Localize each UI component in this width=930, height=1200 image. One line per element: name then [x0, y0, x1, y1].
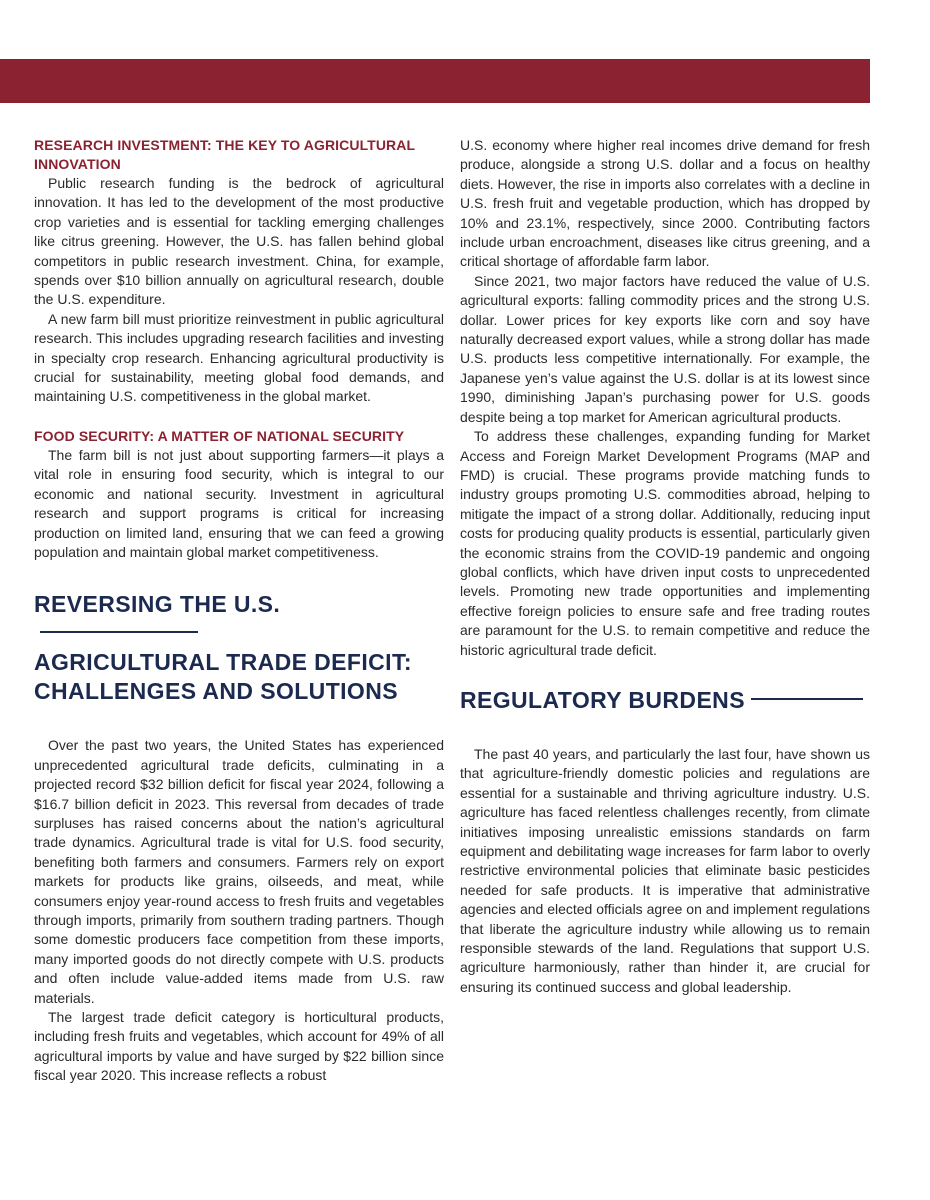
- heading-line: REVERSING THE U.S.: [34, 591, 281, 618]
- left-column: [34, 136, 444, 1086]
- paragraph: Since 2021, two major factors have reduced the value of U.S. agricultural exports: falling commodity prices and the strong U.S. dollar. Lower prices for key exports like corn and soy have naturally decreased export values, while a strong dollar has made U.S. products less competitive internationally. For example, the Japanese yen’s value against the U.S. dollar is at its lowest since 1990, diminishing Japan’s purchasing power for U.S. goods despite being a top market for American agricultural products.: [460, 272, 870, 425]
- section-heading-research: RESEARCH INVESTMENT: THE KEY TO AGRICULTURAL INNOVATION: [34, 137, 415, 172]
- heading-rule: [751, 698, 863, 700]
- trade-deficit-heading: [34, 590, 444, 706]
- section-heading-food-security: FOOD SECURITY: A MATTER OF NATIONAL SECURITY: [34, 427, 405, 444]
- heading-rule: [40, 631, 198, 633]
- header-banner: [0, 59, 870, 103]
- heading-line: CHALLENGES AND SOLUTIONS: [34, 678, 398, 705]
- paragraph: A new farm bill must prioritize reinvestment in public agricultural research. This includes upgrading research facilities and investing in specialty crop research. Enhancing agricultural productivity is crucial for sustainability, meeting global food demands, and maintaining U.S. competitiveness in the global market.: [34, 310, 444, 405]
- paragraph: The farm bill is not just about supporting farmers—it plays a vital role in ensuring food security, which is integral to our economic and national security. Investment in agricultural research and support programs is critical for increasing production on limited land, ensuring that we can feed a growing population and maintain global market competitiveness.: [34, 446, 444, 560]
- regulatory-heading: [460, 686, 870, 715]
- paragraph: The largest trade deficit category is horticultural products, including fresh fruits and vegetables, which account for 49% of all agricultural imports by value and have surged by $22 billion since fiscal year 2020. This increase reflects a robust: [34, 1009, 444, 1084]
- heading-line: AGRICULTURAL TRADE DEFICIT:: [34, 649, 412, 676]
- heading-line: REGULATORY BURDENS: [460, 686, 745, 713]
- paragraph: The past 40 years, and particularly the last four, have shown us that agriculture-friendly domestic policies and regulations are essential for a sustainable and thriving agriculture industry. U.S. agriculture has faced relentless challenges recently, from climate initiatives imposing unrealistic emissions standards on farm equipment and debilitating wage increases for farm labor to overly restrictive environmental policies that eliminate basic pesticides needed for safe products. It is imperative that administrative agencies and elected officials agree on and implement regulations that liberate the agriculture industry while allowing us to remain responsible stewards of the land. Regulations that support U.S. agriculture harmoniously, rather than hinder it, are crucial for ensuring its continued success and global leadership.: [460, 745, 870, 995]
- right-column: [460, 136, 870, 997]
- paragraph: To address these challenges, expanding funding for Market Access and Foreign Market Development Programs (MAP and FMD) is crucial. These programs provide matching funds to industry groups promoting U.S. commodities abroad, helping to mitigate the impact of a strong dollar. Additionally, reducing input costs for producing quality products is essential, particularly given the economic strains from the COVID-19 pandemic and ongoing global conflicts, which have driven input costs to unprecedented levels. Promoting new trade opportunities and implementing effective foreign policies to ensure safe and free trading routes are paramount for the U.S. to remain competitive and reduce the historic agricultural trade deficit.: [460, 428, 870, 658]
- paragraph: U.S. economy where higher real incomes drive demand for fresh produce, alongside a strong U.S. dollar and a focus on healthy diets. However, the rise in imports also correlates with a decline in U.S. fresh fruit and vegetable production, which has dropped by 10% and 23.1%, respectively, since 2000. Contributing factors include urban encroachment, diseases like citrus greening, and a critical shortage of affordable farm labor.: [460, 137, 870, 270]
- paragraph: Over the past two years, the United States has experienced unprecedented agricultural trade deficits, culminating in a projected record $32 billion deficit for fiscal year 2024, following a $16.7 billion deficit in 2023. This reversal from decades of trade surpluses has raised concerns about the nation’s agricultural trade dynamics. Agricultural trade is vital for U.S. food security, benefiting both farmers and consumers. Farmers rely on export markets for products like grains, oilseeds, and meat, while consumers enjoy year-round access to fresh fruits and vegetables through imports, primarily from southern trading partners. Though some domestic producers face competition from these imports, many imported goods do not directly compete with U.S. products and often include value-added items made from U.S. raw materials.: [34, 737, 444, 1006]
- paragraph: Public research funding is the bedrock of agricultural innovation. It has led to the development of the most productive crop varieties and is essential for tackling emerging challenges like citrus greening. However, the U.S. has fallen behind global competitors in public research investment. China, for example, spends over $10 billion annually on agricultural research, double the U.S. expenditure.: [34, 175, 444, 308]
